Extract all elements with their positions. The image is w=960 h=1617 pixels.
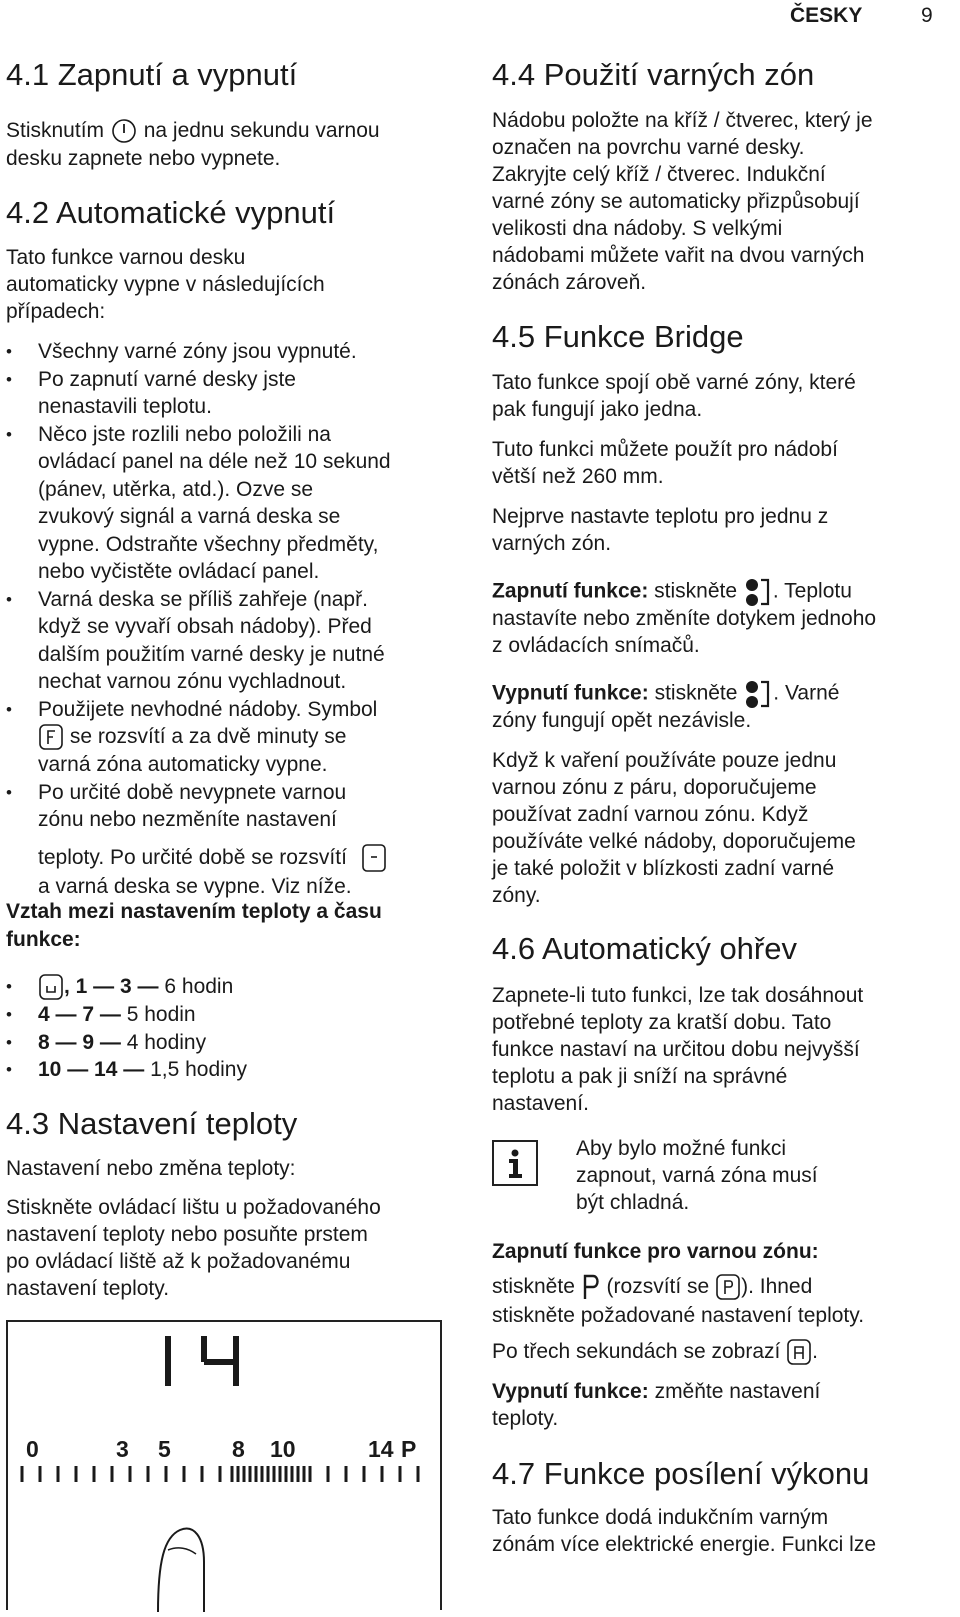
scale-label-5: 5 (158, 1436, 171, 1462)
s43-p2-4: nastavení teploty. (6, 1277, 170, 1300)
section-4-6-title: 4.6 Automatický ohřev (492, 931, 797, 966)
control-panel-drawing (8, 1322, 440, 1612)
s47-line-1: Tato funkce dodá indukčním varným (492, 1506, 829, 1529)
page-number: 9 (921, 4, 933, 27)
s45-p3-1: Nejprve nastavte teplotu pro jednu z (492, 505, 829, 528)
bridge-on-line: Zapnutí funkce: stiskněte . Teplotu (492, 577, 852, 607)
s44-line-2: označen na povrchu varné desky. (492, 136, 805, 159)
s45-p4-5: je také položit v blízkosti zadní varné (492, 857, 835, 880)
s45-p4-6: zóny. (492, 884, 541, 907)
relation-list (6, 973, 460, 1084)
list-item: • Něco jste rozlili nebo položili na ovládací panel na déle než 10 sekund (pánev, utěrka, atd.). Ozve se zvukový signál a varná deska se vypne. Odstraňte všechny předměty, nebo vyčistěte ovládací panel. (6, 421, 460, 586)
s45-p4-1: Když k vaření používáte pouze jednu (492, 749, 837, 772)
s43-p2-1: Stiskněte ovládací lištu u požadovaného (6, 1196, 381, 1219)
s42-intro-3: případech: (6, 300, 106, 323)
s41-text-2: desku zapnete nebo vypnete. (6, 147, 281, 170)
section-4-1-title: 4.1 Zapnutí a vypnutí (6, 57, 298, 92)
s47-line-2: zónám více elektrické energie. Funkci lze (492, 1533, 876, 1556)
note-line-2: zapnout, varná zóna musí (576, 1164, 818, 1187)
p-icon (581, 1273, 601, 1301)
s44-line-5: velikosti dna nádoby. S velkými (492, 217, 783, 240)
u-symbol-icon (38, 973, 64, 1001)
note-line-3: být chladná. (576, 1191, 690, 1214)
header-language: ČESKY (790, 4, 863, 27)
s45-p4-3: používat zadní varnou zónu. Když (492, 803, 809, 826)
bridge-off-line: Vypnutí funkce: stiskněte . Varné (492, 679, 839, 709)
s41-text: Stisknutím na jednu sekundu varnou (6, 117, 380, 145)
s44-line-1: Nádobu položte na kříž / čtverec, který je (492, 109, 873, 132)
p-display-icon (715, 1273, 741, 1301)
section-4-7-title: 4.7 Funkce posílení výkonu (492, 1456, 870, 1491)
s45-p1-2: pak fungují jako jedna. (492, 398, 703, 421)
s42-intro-2: automaticky vypne v následujících (6, 273, 325, 296)
list-item: • Po zapnutí varné desky jste nenastavili teplotu. (6, 366, 460, 421)
auto-off-list (6, 338, 460, 901)
list-item: • Po určité době nevypnete varnou zónu nebo nezměníte nastavení teploty. Po určité době se rozsvítí a varná deska se vypne. Viz níže. (6, 779, 460, 901)
s46-p1-1: Zapnete-li tuto funkci, lze tak dosáhnout (492, 984, 864, 1007)
s44-line-7: zónách zároveň. (492, 271, 647, 294)
bridge-off-2: zóny fungují opět nezávisle. (492, 709, 752, 732)
s46-p1-2: potřebné teploty za kratší dobu. Tato (492, 1011, 832, 1034)
s42-intro-1: Tato funkce varnou desku (6, 246, 246, 269)
zone-on-line: stiskněte (rozsvítí se ). Ihned (492, 1273, 812, 1301)
bridge-icon (743, 679, 773, 709)
auto-heat-off-line: Vypnutí funkce: změňte nastavení (492, 1380, 821, 1403)
relation-title-2: funkce: (6, 928, 81, 951)
s44-line-3: Zakryjte celý kříž / čtverec. Indukční (492, 163, 826, 186)
s43-p2-3: po ovládací liště až k požadovanému (6, 1250, 351, 1273)
section-4-2-title: 4.2 Automatické vypnutí (6, 195, 336, 230)
list-item: • 10 — 14 — 1,5 hodiny (6, 1056, 460, 1084)
scale-label-10: 10 (270, 1436, 296, 1462)
section-4-4-title: 4.4 Použití varných zón (492, 57, 815, 92)
minus-symbol-icon (361, 843, 387, 873)
list-item: • 4 — 7 — 5 hodin (6, 1001, 460, 1029)
s46-p1-3: funkce nastaví na určitou dobu nejvyšší (492, 1038, 860, 1061)
list-item: • Všechny varné zóny jsou vypnuté. (6, 338, 460, 366)
s43-p2-2: nastavení teploty nebo posuňte prstem (6, 1223, 368, 1246)
note-line-1: Aby bylo možné funkci (576, 1137, 787, 1160)
s45-p3-2: varných zón. (492, 532, 612, 555)
bridge-on-2: nastavíte nebo změníte dotykem jednoho (492, 607, 877, 630)
f-symbol-icon (38, 723, 64, 751)
zone-on-2: stiskněte požadované nastavení teploty. (492, 1304, 865, 1327)
list-item: • 8 — 9 — 4 hodiny (6, 1029, 460, 1057)
finger-icon (158, 1529, 204, 1612)
slider-ticks (22, 1466, 418, 1482)
auto-heat-off-2: teploty. (492, 1407, 559, 1430)
scale-label-0: 0 (26, 1436, 39, 1462)
list-item: • Použijete nevhodné nádoby. Symbol se rozsvítí a za dvě minuty se varná zóna automaticky vypne. (6, 696, 460, 779)
power-icon (110, 117, 138, 145)
s44-line-6: nádobami můžete vařit na dvou varných (492, 244, 865, 267)
s45-p4-2: varnou zónu z páru, doporučujeme (492, 776, 817, 799)
section-4-5-title: 4.5 Funkce Bridge (492, 319, 744, 354)
control-panel-illustration (6, 1320, 442, 1610)
zone-on-label: Zapnutí funkce pro varnou zónu: (492, 1240, 819, 1263)
s45-p1-1: Tato funkce spojí obě varné zóny, které (492, 371, 856, 394)
bridge-icon (743, 577, 773, 607)
a-display-icon (786, 1338, 812, 1366)
s46-p1-5: nastavení. (492, 1092, 589, 1115)
scale-label-8: 8 (232, 1436, 245, 1462)
scale-label-14: 14 (368, 1436, 394, 1462)
after-three-seconds: Po třech sekundách se zobrazí . (492, 1338, 818, 1366)
scale-label-3: 3 (116, 1436, 129, 1462)
list-item: • , 1 — 3 — 6 hodin (6, 973, 460, 1001)
info-icon (492, 1140, 538, 1186)
section-4-3-title: 4.3 Nastavení teploty (6, 1106, 298, 1141)
scale-label-p: P (401, 1436, 417, 1462)
s45-p2-1: Tuto funkci můžete použít pro nádobí (492, 438, 838, 461)
s46-p1-4: teplotu a pak ji sníží na správné (492, 1065, 788, 1088)
s45-p2-2: větší než 260 mm. (492, 465, 664, 488)
s45-p4-4: používáte velké nádoby, doporučujeme (492, 830, 856, 853)
s44-line-4: varné zóny se automaticky přizpůsobují (492, 190, 860, 213)
s43-p1: Nastavení nebo změna teploty: (6, 1157, 296, 1180)
display-digits (168, 1336, 236, 1386)
list-item: • Varná deska se příliš zahřeje (např. když se vyvaří obsah nádoby). Před dalším použitím varné desky je nutné nechat varnou zónu vychladnout. (6, 586, 460, 696)
bridge-on-3: z ovládacích snímačů. (492, 634, 700, 657)
relation-title-1: Vztah mezi nastavením teploty a času (6, 900, 382, 923)
